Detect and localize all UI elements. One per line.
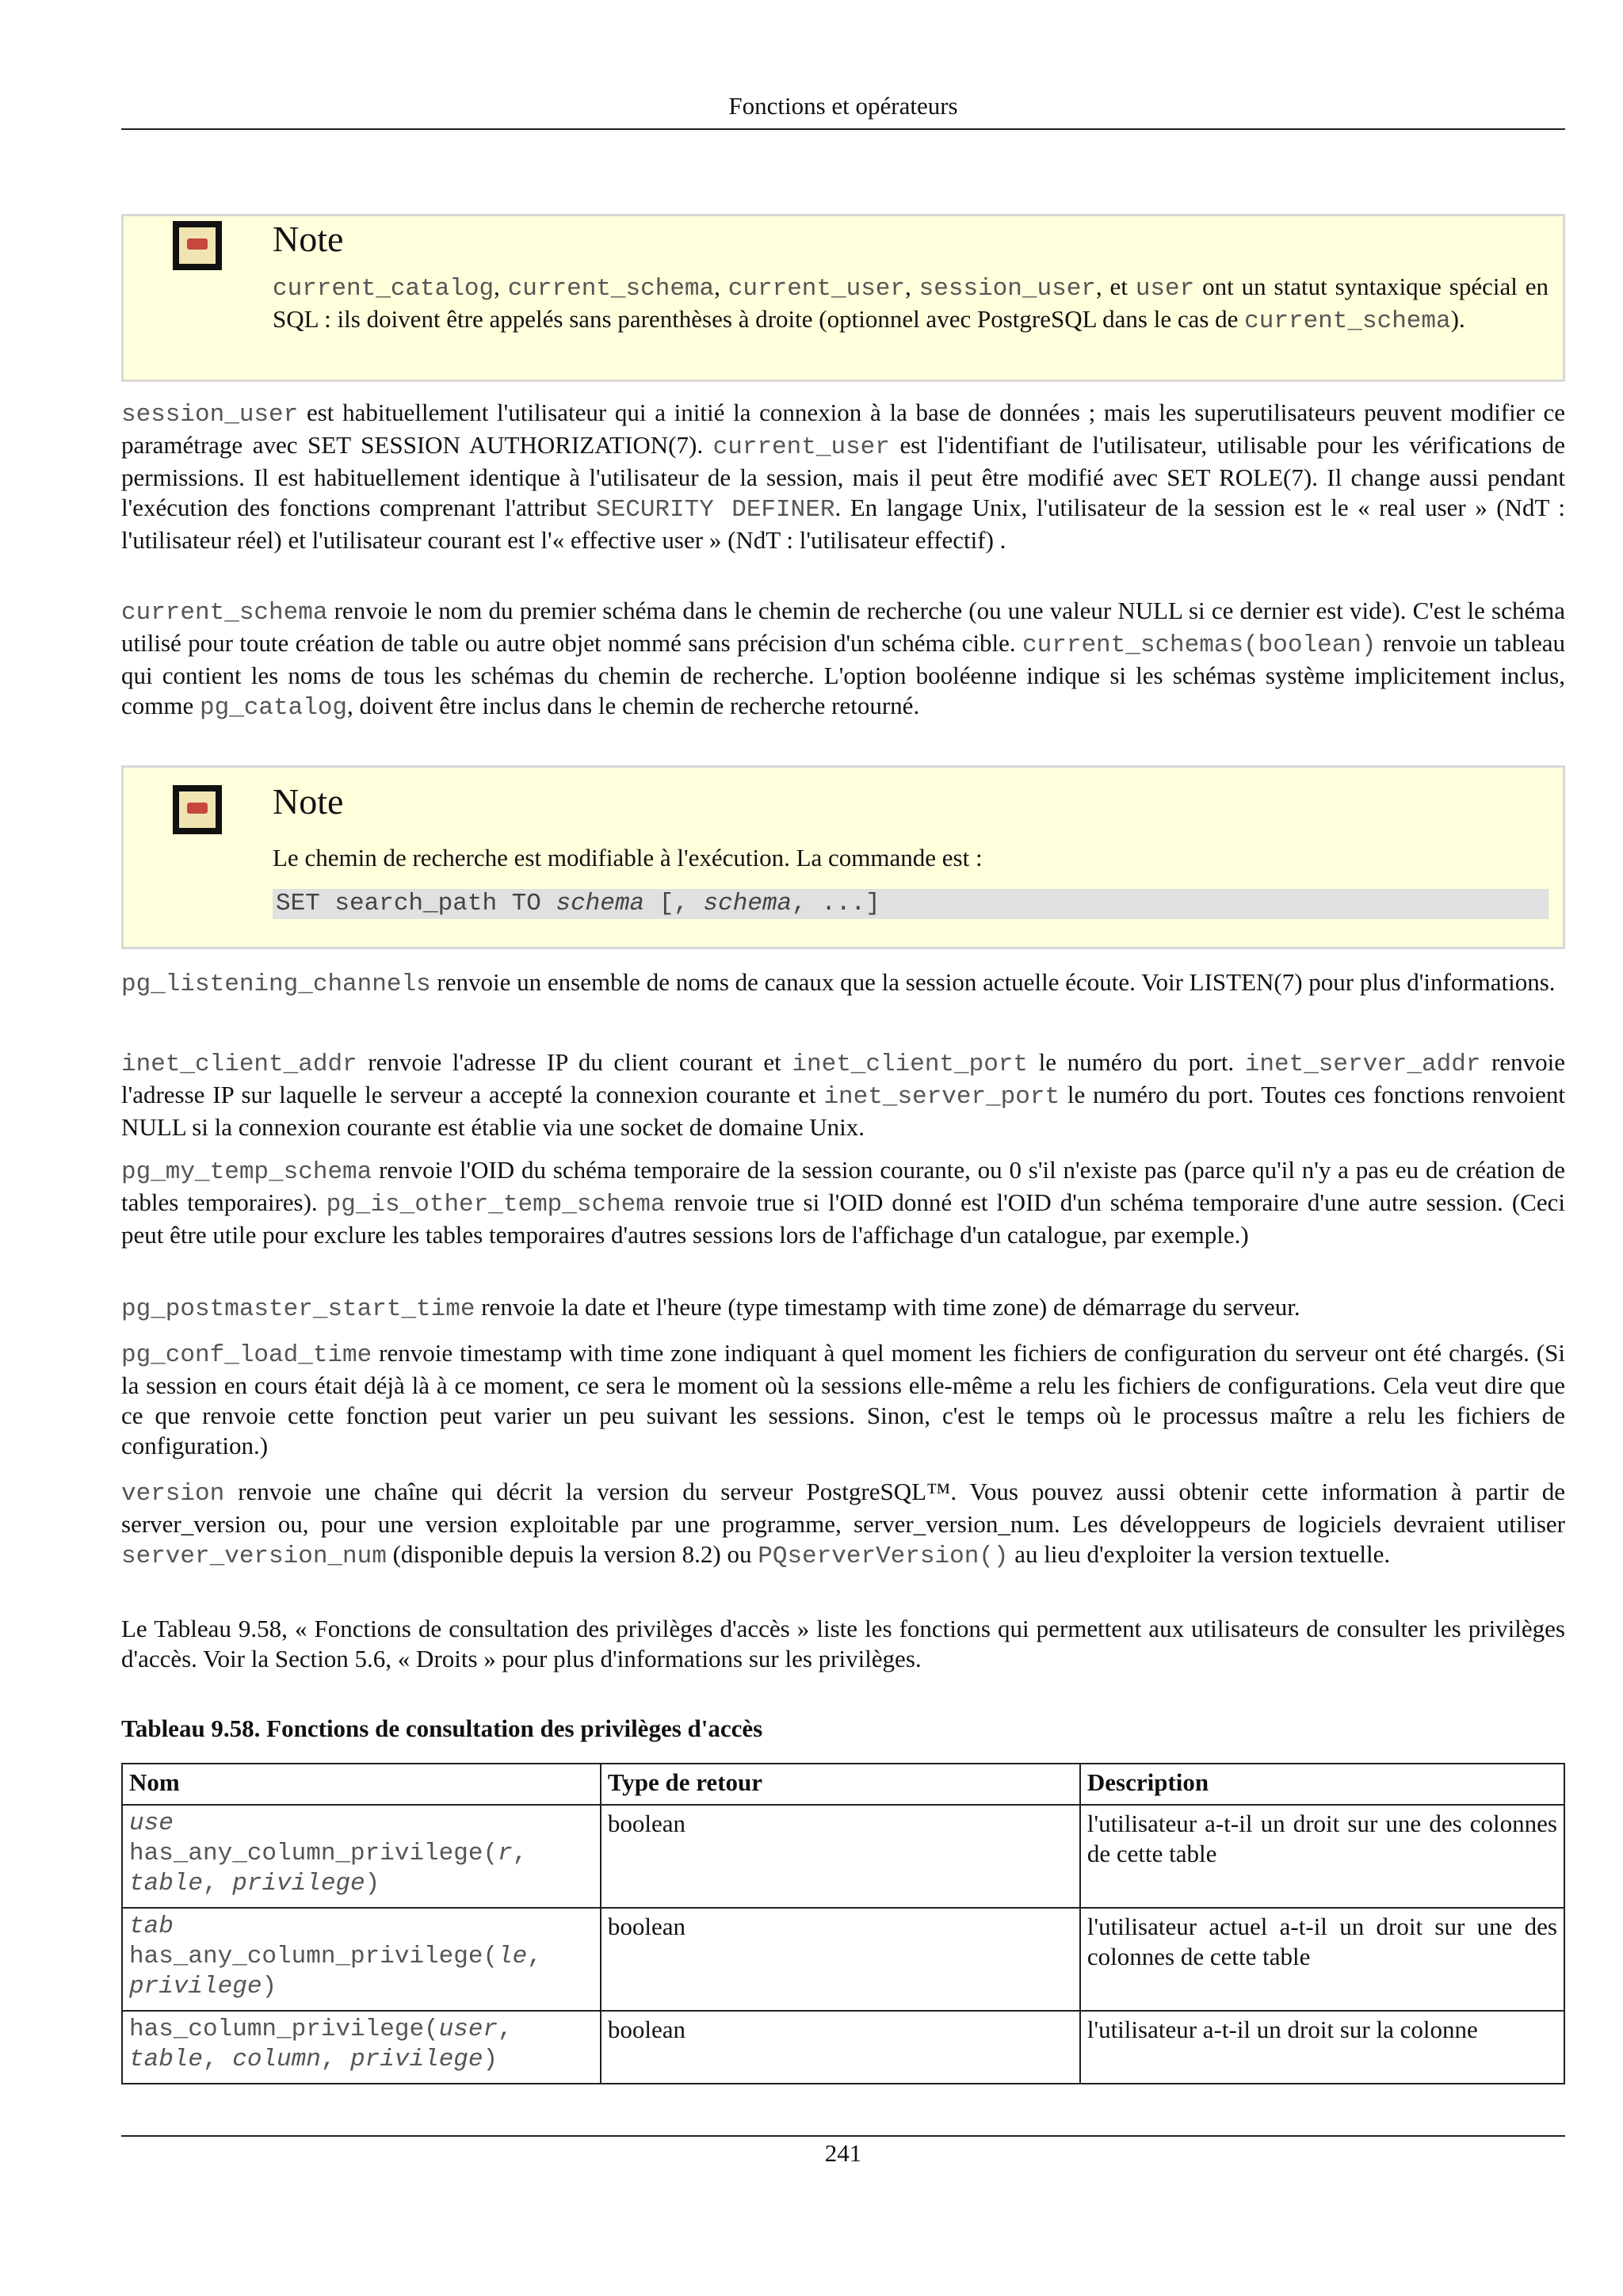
- return-type-cell: boolean: [601, 1805, 1080, 1908]
- header-rule: [121, 128, 1565, 130]
- note-text: Le chemin de recherche est modifiable à l'exécution. La commande est :: [273, 844, 983, 871]
- note-text: current_catalog, current_schema, current_user, session_user, et user ont un statut syntaxique spécial en SQL : ils doivent être appelés sans parenthèses à droite (optionnel avec PostgreSQL dans le cas de current_schema).: [273, 273, 1549, 335]
- description-cell: l'utilisateur a-t-il un droit sur la colonne: [1080, 2011, 1564, 2084]
- table-header-row: [122, 1764, 1564, 1805]
- table-row: [122, 1805, 1564, 1908]
- paragraph-current-schema: current_schema renvoie le nom du premier schéma dans le chemin de recherche (ou une valeur NULL si ce dernier est vide). C'est le schéma utilisé pour toute création de table ou autre objet nommé sans précision d'un schéma cible. current_schemas(boolean) renvoie un tableau qui contient les noms de tous les schémas du chemin de recherche. L'option booléenne indique si les schémas système implicitement inclus, comme pg_catalog, doivent être inclus dans le chemin de recherche retourné.: [121, 597, 1565, 722]
- table-caption: Tableau 9.58. Fonctions de consultation des privilèges d'accès: [121, 1714, 763, 1742]
- table-row: [122, 2011, 1564, 2084]
- return-type-cell: boolean: [601, 1908, 1080, 2011]
- note-box: [121, 765, 1565, 949]
- paragraph-temp-schema: pg_my_temp_schema renvoie l'OID du schéma temporaire de la session courante, ou 0 s'il n'existe pas (parce qu'il n'y a pas eu de création de tables temporaires). pg_is_other_temp_schema renvoie true si l'OID donné est l'OID d'un schéma temporaire d'une autre session. (Ceci peut être utile pour exclure les tables temporaires d'autres sessions lors de l'affichage d'un catalogue, par exemple.): [121, 1156, 1565, 1249]
- note-title: Note: [273, 781, 344, 822]
- note-box: [121, 214, 1565, 382]
- return-type-cell: boolean: [601, 2011, 1080, 2084]
- paragraph-postmaster-start: pg_postmaster_start_time renvoie la date et l'heure (type timestamp with time zone) de démarrage du serveur.: [121, 1293, 1300, 1323]
- function-name-cell: use has_any_column_privilege(r, table, privilege): [122, 1805, 601, 1908]
- running-header: Fonctions et opérateurs: [728, 92, 958, 120]
- paragraph-conf-load-time: pg_conf_load_time renvoie timestamp with time zone indiquant à quel moment les fichiers de configuration du serveur ont été chargés. (Si la session en cours était déjà là à ce moment, ce sera le moment où la sessions elle-même a relu les fichiers de configurations. Cela veut dire que ce que renvoie cette fonction peut varier un peu suivant les sessions. Sinon, c'est le temps où le processus maître a relu les fichiers de configuration.): [121, 1339, 1565, 1459]
- note-icon: [173, 221, 222, 270]
- paragraph-version: version renvoie une chaîne qui décrit la version du serveur PostgreSQL™. Vous pouvez aussi obtenir cette information à partir de server_version ou, pour une version exploitable par une programme, server_version_num. Les développeurs de logiciels devraient utiliser server_version_num (disponible depuis la version 8.2) ou PQserverVersion() au lieu d'exploiter la version textuelle.: [121, 1478, 1565, 1570]
- column-header: Description: [1080, 1764, 1564, 1805]
- description-cell: l'utilisateur a-t-il un droit sur une des colonnes de cette table: [1080, 1805, 1564, 1908]
- paragraph-table-intro: Le Tableau 9.58, « Fonctions de consultation des privilèges d'accès » liste les fonctions qui permettent aux utilisateurs de consulter les privilèges d'accès. Voir la Section 5.6, « Droits » pour plus d'informations sur les privilèges.: [121, 1615, 1565, 1672]
- note-title: Note: [273, 219, 344, 259]
- note-icon: [173, 785, 222, 834]
- table-row: [122, 1908, 1564, 2011]
- privileges-table: [121, 1763, 1565, 2084]
- function-name-cell: has_column_privilege(user, table, column, privilege): [122, 2011, 601, 2084]
- paragraph-session-user: session_user est habituellement l'utilisateur qui a initié la connexion à la base de données ; mais les superutilisateurs peuvent modifier ce paramétrage avec SET SESSION AUTHORIZATION(7). current_user est l'identifiant de l'utilisateur, utilisable pour les vérifications de permissions. Il est habituellement identique à l'utilisateur de la session, mais il peut être modifié avec SET ROLE(7). Il change aussi pendant l'exécution des fonctions comprenant l'attribut SECURITY DEFINER. En langage Unix, l'utilisateur de la session est le « real user » (NdT : l'utilisateur réel) et l'utilisateur courant est l'« effective user » (NdT : l'utilisateur effectif) .: [121, 399, 1565, 554]
- footer-rule: [121, 2135, 1565, 2137]
- column-header: Nom: [122, 1764, 601, 1805]
- page-number: 241: [824, 2139, 862, 2167]
- description-cell: l'utilisateur actuel a-t-il un droit sur une des colonnes de cette table: [1080, 1908, 1564, 2011]
- code-example: SET search_path TO schema [, schema, ...]: [273, 889, 1549, 919]
- paragraph-listening-channels: pg_listening_channels renvoie un ensemble de noms de canaux que la session actuelle écoute. Voir LISTEN(7) pour plus d'informations.: [121, 968, 1556, 998]
- column-header: Type de retour: [601, 1764, 1080, 1805]
- paragraph-inet: inet_client_addr renvoie l'adresse IP du client courant et inet_client_port le numéro du port. inet_server_addr renvoie l'adresse IP sur laquelle le serveur a accepté la connexion courante et inet_server_port le numéro du port. Toutes ces fonctions renvoient NULL si la connexion courante est établie via une socket de domaine Unix.: [121, 1048, 1565, 1141]
- function-name-cell: tab has_any_column_privilege(le, privilege): [122, 1908, 601, 2011]
